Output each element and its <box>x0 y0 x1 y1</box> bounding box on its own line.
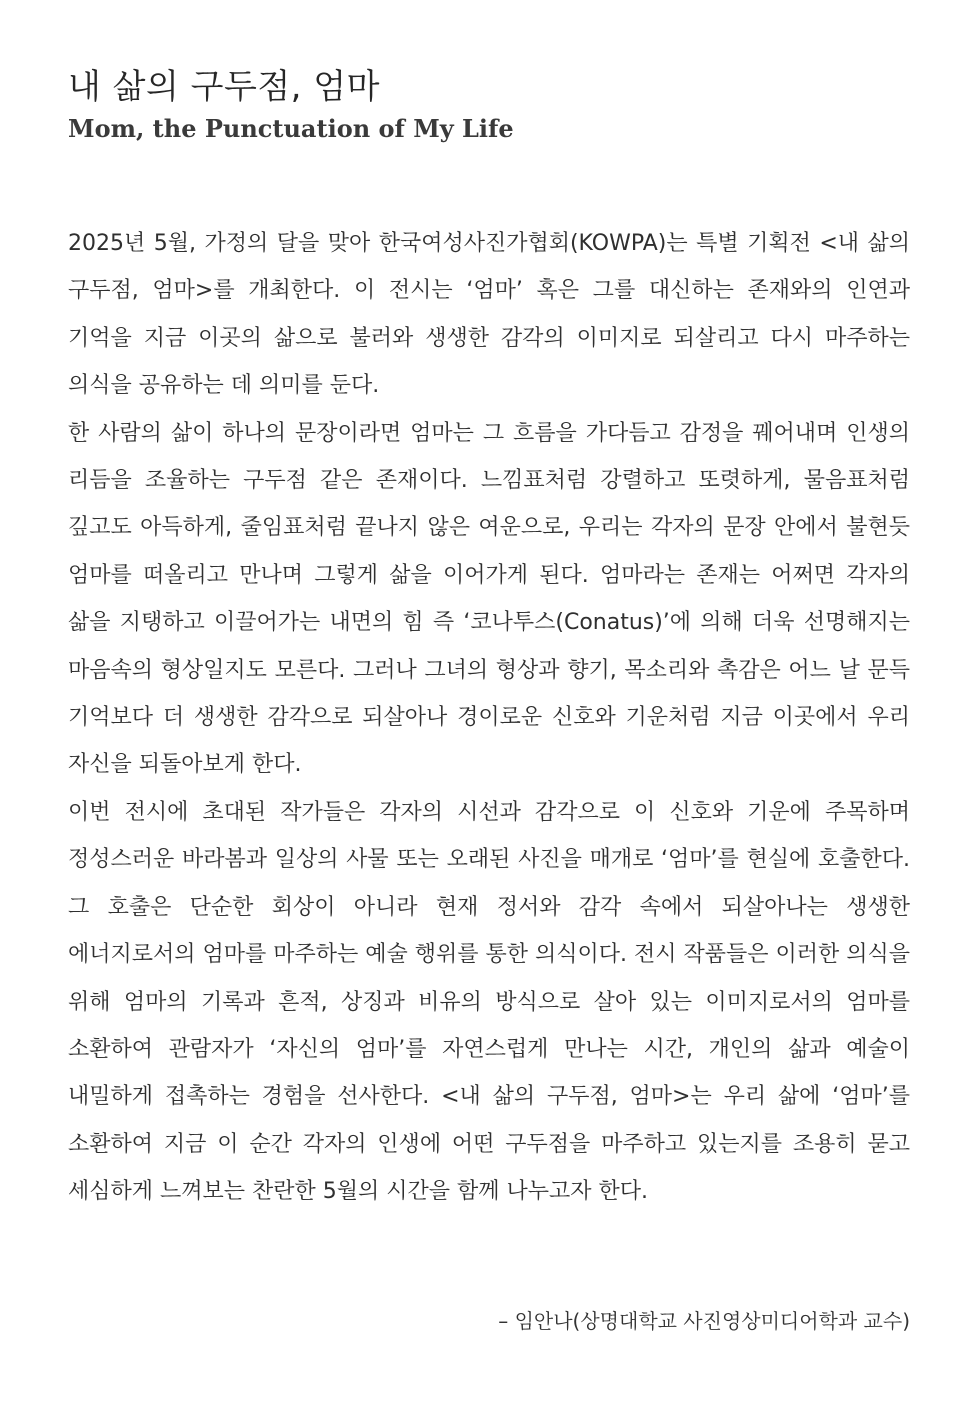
paragraph-intro: 2025년 5월, 가정의 달을 맞아 한국여성사진가협회(KOWPA)는 특별 기획전 <내 삶의 구두점, 엄마>를 개최한다. 이 전시는 ‘엄마’ 혹은 그를 대신하는 존재와의 인연과 기억을 지금 이곳의 삶으로 불러와 생생한 감각의 이미지로 되살리고 다시 마주하는 의식을 공유하는 데 의미를 둔다. <box>68 231 910 399</box>
page-subtitle: Mom, the Punctuation of My Life <box>68 114 514 143</box>
page-title: 내 삶의 구두점, 엄마 <box>68 67 380 107</box>
document-page <box>68 62 910 1216</box>
author-signature: – 임안나(상명대학교 사진영상미디어학과 교수) <box>498 1309 910 1333</box>
body-text <box>68 220 910 1216</box>
paragraph-punctuation: 한 사람의 삶이 하나의 문장이라면 엄마는 그 흐름을 가다듬고 감정을 꿰어내며 인생의 리듬을 조율하는 구두점 같은 존재이다. 느낌표처럼 강렬하고 또렷하게, 물음표처럼 깊고도 아득하게, 줄임표처럼 끝나지 않은 여운으로, 우리는 각자의 문장 안에서 불현듯 엄마를 떠올리고 만나며 그렇게 삶을 이어가게 된다. 엄마라는 존재는 어쩌면 각자의 삶을 지탱하고 이끌어가는 내면의 힘 즉 ‘코나투스(Conatus)’에 의해 더욱 선명해지는 마음속의 형상일지도 모른다. 그러나 그녀의 형상과 향기, 목소리와 촉감은 어느 날 문득 기억보다 더 생생한 감각으로 되살아나 경이로운 신호와 기운처럼 지금 이곳에서 우리 자신을 되돌아보게 한다. <box>68 420 910 778</box>
paragraph-exhibition: 이번 전시에 초대된 작가들은 각자의 시선과 감각으로 이 신호와 기운에 주목하며 정성스러운 바라봄과 일상의 사물 또는 오래된 사진을 매개로 ‘엄마’를 현실에 호출한다. 그 호출은 단순한 회상이 아니라 현재 정서와 감각 속에서 되살아나는 생생한 에너지로서의 엄마를 마주하는 예술 행위를 통한 의식이다. 전시 작품들은 이러한 의식을 위해 엄마의 기록과 흔적, 상징과 비유의 방식으로 살아 있는 이미지로서의 엄마를 소환하여 관람자가 ‘자신의 엄마’를 자연스럽게 만나는 시간, 개인의 삶과 예술이 내밀하게 접촉하는 경험을 선사한다. <내 삶의 구두점, 엄마>는 우리 삶에 ‘엄마’를 소환하여 지금 이 순간 각자의 인생에 어떤 구두점을 마주하고 있는지를 조용히 묻고 세심하게 느껴보는 찬란한 5월의 시간을 함께 나누고자 한다. <box>68 799 910 1205</box>
